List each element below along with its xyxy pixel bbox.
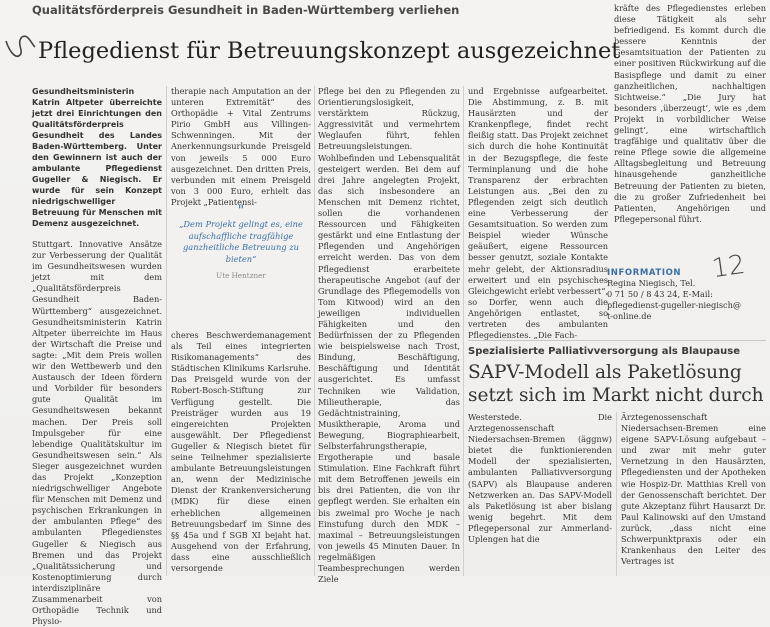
quote-author: Ute Hentzner (216, 271, 266, 280)
column-3-text: Pflege bei den zu Pflegenden zu Orientierungslosigkeit, verstärktem Rückzug, Aggressivität und vermehrtem Weglaufen führt, fehlen Betreuungsleistungen. Wohlbefinden und Lebensqualität gesteigert werden. Bei dem auf drei Jahre angelegten Projekt, das sich insbesondere an Menschen mit Demenz richtet, sollen die vorhandenen Ressourcen und Fähigkeiten gestärkt und eine Entlastung der Pflegenden und Angehörigen erreicht werden. Das von dem Pflegedienst erarbeitete therapeutische Angebot (auf der Grundlage des Pflegemodells von Tom Kitwood) wird an den jeweiligen individuellen Fähigkeiten und den Bedürfnissen der zu Pflegenden wie beispielsweise nach Trost, Bindung, Beschäftigung, Beschäftigung und Identität ausgerichtet. Es umfasst Techniken wie Validation, Milieutherapie, das Gedächtnistraining, Musiktherapie, Aroma und Bewegung, Biographiearbeit, Selbsterfahrungstherapie, Ergotherapie und basale Stimulation. Eine Fachkraft führt mit dem Betroffenen jeweils ein bis drei Patienten, die von ihr gepflegt werden. Sie erhalten ein bis zweimal pro Woche je nach Einstufung durch den MDK – maximal – Betreuungsleistungen von jeweils 45 Minuten Dauer. In regelmäßigen Teambesprechungen werden Ziele (318, 86, 460, 585)
handwritten-page-number: 12 (710, 249, 748, 285)
sub-article-right-text: Ärztegenossenschaft Niedersachsen-Bremen eine eigene SAPV-Lösung aufgebaut – und zwar mit mehr guter Vernetzung in den Hausärzten, Pflegediensten und der Apotheken wie Hospiz-Dr. Matthias Krell von der Genossenschaft berichtet. Der gute Akzeptanz führt Hausarzt Dr. Paul Kalinowski auf den Umstand zurück, „dass nicht eine Schwerpunktpraxis oder ein Krankenhaus den Leiter des Vertrages ist (621, 412, 766, 567)
info-line: Regina Niegisch, Tel. (607, 278, 696, 288)
section-rule (468, 340, 766, 341)
sub-article-left-text: Westerstede. Die Arztegenossenschaft Niedersachsen-Bremen (äggnw) bietet die funktionierenden Modell der spezialisierten, ambulanten Palliativversorgung (SAPV) als Blaupause anderen Netzwerken an. Das SAPV-Modell als Paketlösung ist aber bislang wenig begehrt. Mit dem Pflegepersonal zur Ammerland-Uplengen hat die (468, 412, 612, 545)
quote-text: „Dem Projekt gelingt es, eine aufschaffliche tragfähige ganzheitliche Betreuung zu bieten“ (179, 219, 303, 264)
column-divider (314, 86, 315, 576)
column-2-top-text: therapie nach Amputation an der unteren Extremität“ des Orthopädie + Vital Zentrums Pirio GmbH aus Villingen-Schwenningen. Mit der Anerkennungsurkunde Preisgeld von jeweils 5 000 Euro ausgezeichnet. Den dritten Preis, verbunden mit einem Preisgeld von 3 000 Euro, erhielt das Projekt „Patientensi- (171, 86, 311, 207)
sub-article-column-right (621, 412, 766, 576)
column-1 (32, 86, 162, 627)
column-divider (616, 412, 617, 576)
column-5 (614, 3, 766, 265)
sub-article-headline: SAPV-Modell als Paketlösung setzt sich im Markt nicht durch (468, 362, 764, 406)
column-3 (318, 86, 460, 585)
quote-mark-icon: " (237, 203, 245, 219)
column-1-body: Stuttgart. Innovative Ansätze zur Verbesserung der Qualität im Gesundheitswesen wurden jetzt mit dem „Qualitätsförderpreis Gesundheit Baden-Württemberg“ ausgezeichnet. Gesundheitsministerin Katrin Altpeter überreichte im Haus der Wirtschaft die Preise und sagte: „Mit dem Preis wollen wir den Wettbewerb und den Austausch der Ideen fördern und Vorbilder für besonders gute Qualität im Gesundheitswesen bekannt machen. Der Preis soll Impulsgeber für eine lebendige Qualitätskultur im Gesundheitswesen sein.“ Als Sieger ausgezeichnet wurden das Projekt „Konzeption niedrigschwelliger Angebote für Menschen mit Demenz und psychischen Erkrankungen in der ambulanten Pflege“ des ambulanten Pflegedienstes Gugeller & Niegisch aus Bremen und das Projekt „Qualitätssicherung und Kostenoptimierung durch interdisziplinäre Zusammenarbeit von Orthopädie Technik und Physio- (32, 239, 162, 627)
sub-article-column-left (468, 412, 612, 576)
sub-article-kicker: Spezialisierte Palliativversorgung als Blaupause (468, 346, 741, 357)
handwritten-mark-icon (2, 33, 38, 61)
article-lead: Gesundheitsministerin Katrin Altpeter überreichte jetzt drei Einrichtungen den Qualitätsförderpreis Gesundheit des Landes Baden-Württemberg. Unter den Gewinnern ist auch der ambulante Pflegedienst Gugeller & Niegisch. Er wurde für sein Konzept niedrigschwelliger Betreuung für Menschen mit Demenz ausgezeichnet. (32, 87, 162, 228)
column-2-bottom-text: cheres Beschwerdemanagement als Teil eines integrierten Risikomanagements“ des Städtischen Klinikums Karlsruhe. Das Preisgeld wurde von der Robert-Bosch-Stiftung zur Verfügung gestellt. Die Preisträger wurden aus 19 eingereichten Projekten ausgewählt. Der Pflegedienst Gugeller & Niegisch bietet für seine Teilnehmer spezialisierte ambulante Betreuungsleistungen an, wenn der Medizinische Dienst der Krankenversicherung (MDK) für diese einen erheblichen allgemeinen Betreuungsbedarf im Sinne des §§ 45a und f SGB XI bejaht hat. Ausgehend von der Erfahrung, dass eine ausschließlich versorgende (171, 330, 311, 573)
column-4 (468, 86, 609, 341)
info-line: 0 71 50 / 8 43 24, E-Mail: pflegedienst-gugeller-niegisch@ (607, 289, 742, 310)
info-box (607, 268, 767, 330)
pull-quote (170, 203, 312, 321)
column-2-bottom (171, 330, 311, 576)
column-2-top (171, 86, 311, 207)
column-divider (166, 86, 167, 576)
info-title: INFORMATION (607, 268, 682, 278)
article-kicker: Qualitätsförderpreis Gesundheit in Baden-Württemberg verliehen (32, 3, 460, 17)
column-4-text: und Ergebnisse aufgearbeitet. Die Abstimmung, z. B. mit Hausärzten und der Krankenpflege, findet recht fleißig statt. Das Projekt zeichnet sich durch die hohe Kontinuität in der Bezugspflege, die feste Terminplanung und die hohe Transparenz der erbrachten Leistungen aus. „Bei den zu Pflegenden zeigt sich deutlich eine Verbesserung der Gesamtsituation. So werden zum Beispiel wieder Wünsche geäußert, eigene Ressourcen besser genutzt, soziale Kontakte mehr gelebt, der Aktionsradius erweitert und ein psychisches Gleichgewicht erlebt verbessert“, so Dorfer, wenn auch die Angehörigen entlastet, so vertreten des ambulanten Pflegedienstes. „Die Fach- (468, 86, 609, 341)
article-headline: Pflegedienst für Betreuungskonzept ausgezeichnet (38, 38, 621, 64)
info-line: t-online.de (607, 311, 652, 321)
column-divider (463, 86, 464, 576)
column-5-text: kräfte des Pflegedienstes erleben diese Tätigkeit als sehr befriedigend. Es kommt durch die bessere Kenntnis der Gesamtsituation der Patienten zu einer positiven Rückwirkung auf die Basispflege und damit zu einer ganzheitlichen, nachhaltigen Sichtweise.“ „Die Jury hat besonders ‚überzeugt‘, wie es ‚dem Projekt in vorbildlicher Weise gelingt‘, eine wirtschaftlich tragfähige und qualitativ über die reine Pflege sowie die allgemeine Alltagsbegleitung und Betreuung hinausgehende ganzheitliche Betreuung der Patienten zu bieten, die zu großer Zufriedenheit bei Patienten, Angehörigen und Pflegepersonal führt. (614, 3, 766, 224)
